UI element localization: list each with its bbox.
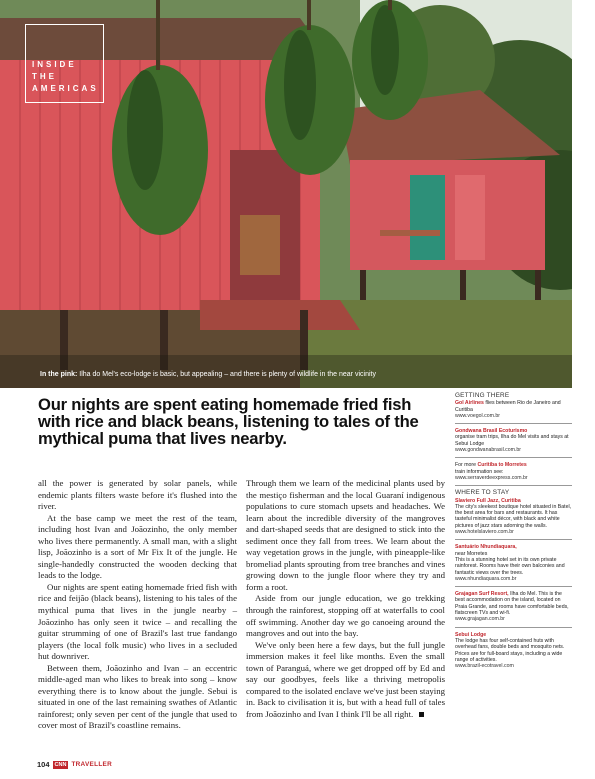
entry-url[interactable]: www.serraverdeexpress.com.br: [455, 474, 528, 481]
entry-text: The lodge has four self-contained huts with overhead fans, double beds and mosquito nets. Prices are for full-board stays, including a wide range of activities.: [455, 637, 565, 663]
entry-url[interactable]: www.grajagan.com.br: [455, 616, 505, 623]
pull-quote-headline: Our nights are spent eating homemade fried fish with rice and black beans, listening to tales of the mythical puma that lives nearby.: [38, 395, 419, 448]
sidebar-divider: [455, 627, 572, 628]
sidebar-entry-gondwana: [455, 428, 572, 453]
sidebar-entry-trains: [455, 462, 572, 481]
entry-url[interactable]: www.gondwanabrasil.com.br: [455, 447, 522, 454]
entry-url[interactable]: www.hotelslaviero.com.br: [455, 529, 514, 536]
sidebar-divider: [455, 457, 572, 458]
sidebar-entry-santuario: [455, 544, 572, 582]
entry-name: Gol Airlines: [455, 400, 484, 407]
paragraph: Between them, Joãozinho and Ivan – an eccentric middle-aged man who likes to break into song – know everything there is to know about the jungle. Sebui is situated in one of the last remaining swathes of Atlantic rainforest; only seven per cent of the jungle that used to cover most of Brazil's coastline remains.: [38, 662, 237, 731]
entry-url[interactable]: www.brazil-ecotravel.com: [455, 663, 514, 670]
caption-lead: In the pink:: [40, 371, 78, 378]
getting-there-heading: GETTING THERE: [455, 392, 510, 399]
magazine-name: TRAVELLER: [71, 761, 113, 768]
entry-name: Sebui Lodge: [455, 631, 487, 638]
entry-text: This is a stunning hotel set in its own private rainforest. Rooms have their own balconies and fantastic views over the trees.: [455, 556, 565, 576]
entry-text: train information see:: [455, 468, 504, 475]
entry-text: Ilha do Mel. This is the best accommodation on the island, located on Praia Grande, and rooms have comfortable beds, flatscreen TVs and wi-fi.: [455, 591, 569, 617]
page-number: 104: [37, 760, 50, 769]
caption-text: Ilha do Mel's eco-lodge is basic, but appealing – and there is plenty of wildlife in the near vicinity: [77, 371, 376, 378]
paragraph: all the power is generated by solar panels, while endemic plants filters waste before it's flushed into the river.: [38, 478, 237, 512]
entry-url[interactable]: www.nhundiaquara.com.br: [455, 575, 517, 582]
hero-photo: [0, 0, 572, 388]
paragraph: Through them we learn of the medicinal plants used by the mestiço fisherman and the local Guaraní indigenous populations to cure stomach upsets and headaches. We learn about the incredible diversity of the mangroves and dart-shaped seeds that are designed to stick into the sediment once they fall from trees. We learn about the way vegetation grows in the jungle, with pineapple-like bromeliad plants sprouting from tree branches and vines growing down to the jungle floor where they try and form a root.: [246, 478, 445, 592]
entry-text: flies between Rio de Janeiro and Curitiba: [455, 400, 561, 413]
end-of-article-mark: [419, 712, 424, 717]
entry-name: Gondwana Brasil Ecoturismo: [455, 428, 528, 435]
sidebar-divider: [455, 423, 572, 424]
paragraph: At the base camp we meet the rest of the team, including host Ivan and Joãozinho, the only member who lives there permanently. A small man, with a slight lisp, Joãozinho is a sort of Mr Fix It of the jungle. He single-handedly constructed the wooden decking that leads to the lodge.: [38, 512, 237, 581]
sidebar-divider: [455, 539, 572, 540]
section-label: [32, 59, 102, 95]
paragraph: [246, 640, 445, 721]
entry-name: Slaviero Full Jazz, Curitiba: [455, 497, 521, 504]
paragraph-text: We've only been here a few days, but the full jungle immersion makes it feel like months. Even the small town of Paranguá, where we get dropped off by Ed and say our goodbyes, feels like a thriving metropolis compared to the isolated enclave we've just been staying in. Back to civilisation it is, but with a head full of tales from Joãozinho and Ivan I think I'll be all right.: [246, 639, 445, 719]
sidebar-divider: [455, 485, 572, 486]
paragraph: Our nights are spent eating homemade fried fish with rice and feijão (black beans), listening to his tales of the mythical puma that lives in the jungle nearby – Joãozinho has only seen it twice – and recalling the guitar strumming of one of Brazil's last true fandango players (the local folk music) who lives in a secluded hut downriver.: [38, 581, 237, 662]
entry-text: The city's sleekest boutique hotel situated in Batel, the best area for bars and restaurants. It has tasteful minimalist décor, with black and white pictures of jazz stars adorning the walls.: [455, 503, 572, 529]
entry-text: organise tram trips, Ilha do Mel visits and stays at Sebui Lodge: [455, 434, 569, 447]
section-label-text: INSIDE THE AMERICAS: [32, 60, 99, 93]
page-footer: [37, 760, 112, 769]
sidebar-divider: [455, 586, 572, 587]
entry-name: Grajagan Surf Resort,: [455, 591, 509, 598]
photo-caption: [40, 371, 376, 378]
entry-pre: For more: [455, 462, 478, 469]
sidebar-entry-slaviero: [455, 498, 572, 536]
body-column-2: [246, 478, 445, 720]
entry-subtitle: near Morretes: [455, 550, 488, 557]
section-label-box: [25, 24, 104, 103]
entry-name: Curitiba to Morretes: [477, 462, 527, 469]
cnn-logo: CNN: [54, 761, 67, 768]
paragraph: Aside from our jungle education, we go trekking through the rainforest, stopping off at waterfalls to cool off swimming. Another day we go canoeing around the mangroves and out into the bay.: [246, 593, 445, 639]
sidebar-entry-sebui: [455, 632, 572, 670]
entry-url[interactable]: www.voegol.com.br: [455, 412, 500, 419]
where-to-stay-heading: WHERE TO STAY: [455, 489, 510, 497]
sidebar-entry-gol: [455, 400, 572, 419]
body-column-1: [38, 478, 237, 732]
travel-info-sidebar: [455, 393, 572, 671]
entry-name: Santuário Nhundiaquara,: [455, 544, 517, 551]
sidebar-entry-grajagan: [455, 591, 572, 622]
